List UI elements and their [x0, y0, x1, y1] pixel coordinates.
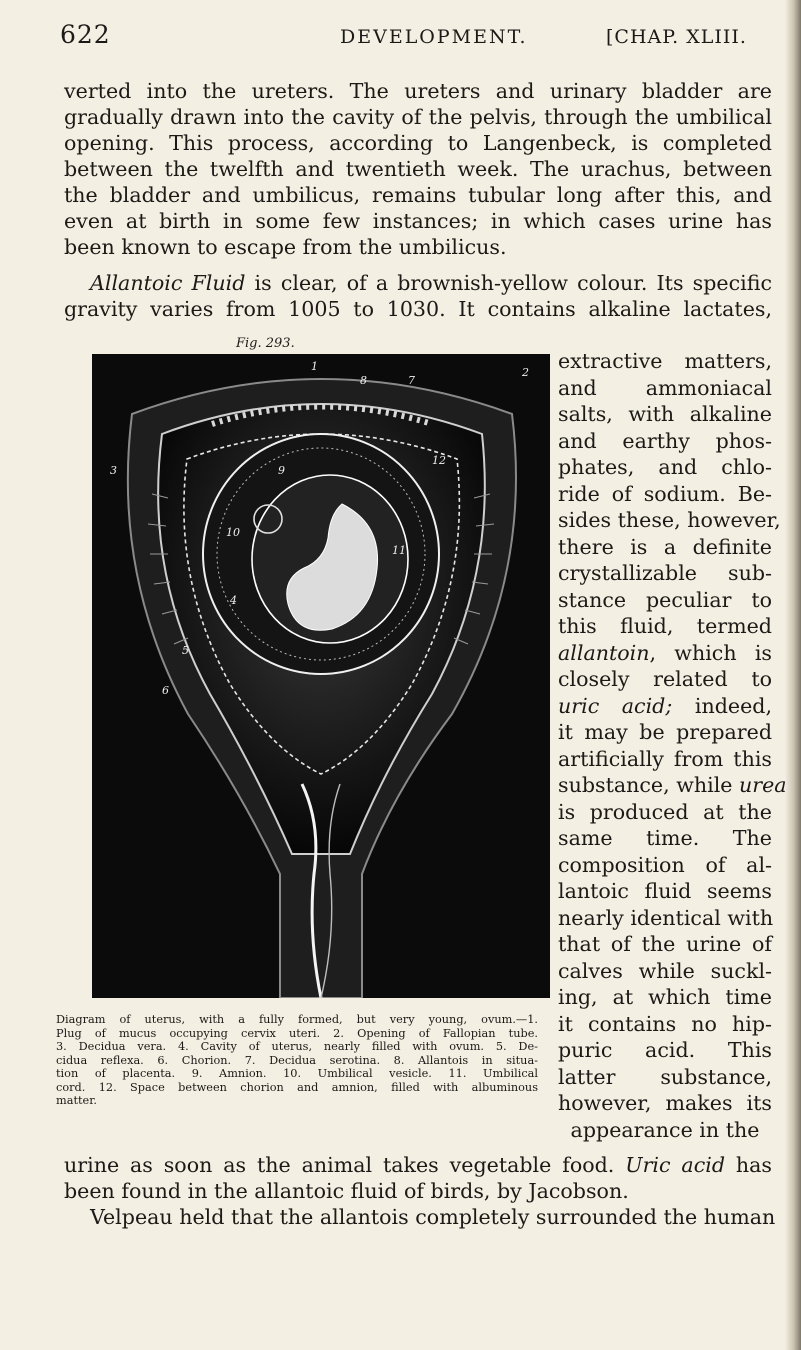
- paragraph-ureters: [64, 78, 772, 260]
- figure-label: Fig. 293.: [236, 336, 295, 351]
- text-line: appearance in the: [570, 1117, 760, 1142]
- figure-number-label: 5: [182, 644, 189, 657]
- text-line: the bladder and umbilicus, remains tubular long after this, and: [64, 183, 772, 207]
- text-line: is produced at the: [558, 799, 772, 824]
- term-urea: urea: [739, 773, 787, 797]
- text-line: even at birth in some few instances; in which cases urine has: [64, 209, 772, 233]
- text-line: closely related to: [558, 667, 772, 691]
- text-line: gravity varies from 1005 to 1030. It contains alkaline lactates,: [64, 297, 772, 321]
- text-line: composition of al-: [558, 852, 772, 877]
- caption-line: cord. 12. Space between chorion and amnion, filled with albuminous: [56, 1080, 538, 1094]
- text-line: puric acid. This: [558, 1038, 772, 1062]
- figure-number-label: 9: [278, 464, 285, 477]
- caption-line: matter.: [56, 1094, 97, 1107]
- paragraph-allantoic-fluid: [64, 270, 772, 322]
- text-line: however, makes its: [558, 1091, 772, 1115]
- page-edge-shadow: [785, 0, 801, 1350]
- figure-number-label: 4: [230, 594, 237, 607]
- side-column-text: [558, 348, 787, 1143]
- term-uric-acid: uric acid;: [558, 693, 673, 718]
- text-line: allantoin, which is: [558, 640, 772, 665]
- caption-line: 3. Decidua vera. 4. Cavity of uterus, nearly filled with ovum. 5. De-: [56, 1040, 538, 1053]
- running-title: DEVELOPMENT.: [340, 26, 528, 48]
- text-line: that of the urine of: [558, 932, 772, 956]
- caption-line: cidua reflexa. 6. Chorion. 7. Decidua serotina. 8. Allantois in situa-: [56, 1053, 538, 1067]
- text-line: opening. This process, according to Langenbeck, is completed: [64, 131, 772, 155]
- uterus-diagram-figure: [92, 354, 550, 998]
- text-line: calves while suckl-: [558, 958, 772, 983]
- text-line: it may be prepared: [558, 720, 772, 744]
- text-line: there is a definite: [558, 534, 772, 559]
- figure-caption: [56, 1013, 538, 1108]
- caption-line: tion of placenta. 9. Amnion. 10. Umbilical vesicle. 11. Umbilical: [56, 1067, 538, 1080]
- text-line: Allantoic Fluid is clear, of a brownish-yellow colour. Its specific: [90, 271, 772, 295]
- text-line: phates, and chlo-: [558, 455, 772, 479]
- text-line: uric acid; indeed,: [558, 693, 773, 718]
- uterus-diagram-illustration: [92, 354, 550, 998]
- text-line: between the twelfth and twentieth week. The urachus, between: [64, 157, 772, 181]
- paragraph-bottom: [64, 1152, 776, 1230]
- term-allantoic-fluid: Allantoic Fluid: [90, 271, 246, 295]
- figure-number-label: 2: [522, 366, 529, 379]
- figure-number-label: 10: [226, 526, 240, 539]
- figure-number-label: 8: [360, 374, 367, 387]
- figure-number-label: 7: [408, 374, 415, 387]
- text-line: and earthy phos-: [558, 428, 772, 453]
- text-line: substance, while urea: [558, 773, 787, 797]
- text-line: sides these, however,: [558, 508, 781, 532]
- caption-line: Plug of mucus occupying cervix uteri. 2. Opening of Fallopian tube.: [56, 1026, 538, 1040]
- caption-line: Diagram of uterus, with a fully formed, but very young, ovum.—1.: [56, 1013, 538, 1026]
- text-line: salts, with alkaline: [558, 402, 772, 426]
- text-line: nearly identical with: [558, 905, 774, 930]
- text-line: verted into the ureters. The ureters and urinary bladder are: [64, 79, 772, 103]
- figure-number-label: 3: [110, 464, 117, 477]
- text-line: this fluid, termed: [558, 614, 772, 638]
- text-line: it contains no hip-: [558, 1011, 772, 1036]
- text-line: Velpeau held that the allantois completely surrounded the human: [90, 1205, 776, 1229]
- term-allantoin: allantoin: [558, 640, 650, 665]
- text-line: stance peculiar to: [558, 587, 772, 612]
- text-line: crystallizable sub-: [558, 561, 772, 585]
- chapter-reference: [CHAP. XLIII.: [606, 26, 747, 48]
- text-line: urine as soon as the animal takes vegetable food. Uric acid has: [64, 1153, 773, 1177]
- figure-number-label: 11: [392, 544, 406, 557]
- text-line: and ammoniacal: [558, 375, 772, 400]
- text-line: been found in the allantoic fluid of birds, by Jacobson.: [64, 1179, 629, 1203]
- page-number: 622: [60, 20, 111, 49]
- term-uric-acid: Uric acid: [625, 1153, 726, 1177]
- figure-number-label: 1: [311, 360, 318, 373]
- text-line: artificially from this: [558, 746, 772, 771]
- text-line: lantoic fluid seems: [558, 879, 772, 903]
- text-line: ing, at which time: [558, 985, 772, 1009]
- text-line: ride of sodium. Be-: [558, 481, 772, 506]
- text-line: gradually drawn into the cavity of the pelvis, through the umbilical: [64, 105, 772, 129]
- running-header: [60, 20, 780, 56]
- text-line: been known to escape from the umbilicus.: [64, 235, 507, 259]
- figure-number-label: 6: [162, 684, 169, 697]
- figure-number-label: 12: [432, 454, 446, 467]
- text-line: same time. The: [558, 826, 772, 850]
- text-line: extractive matters,: [558, 349, 772, 373]
- text-line: latter substance,: [558, 1064, 772, 1089]
